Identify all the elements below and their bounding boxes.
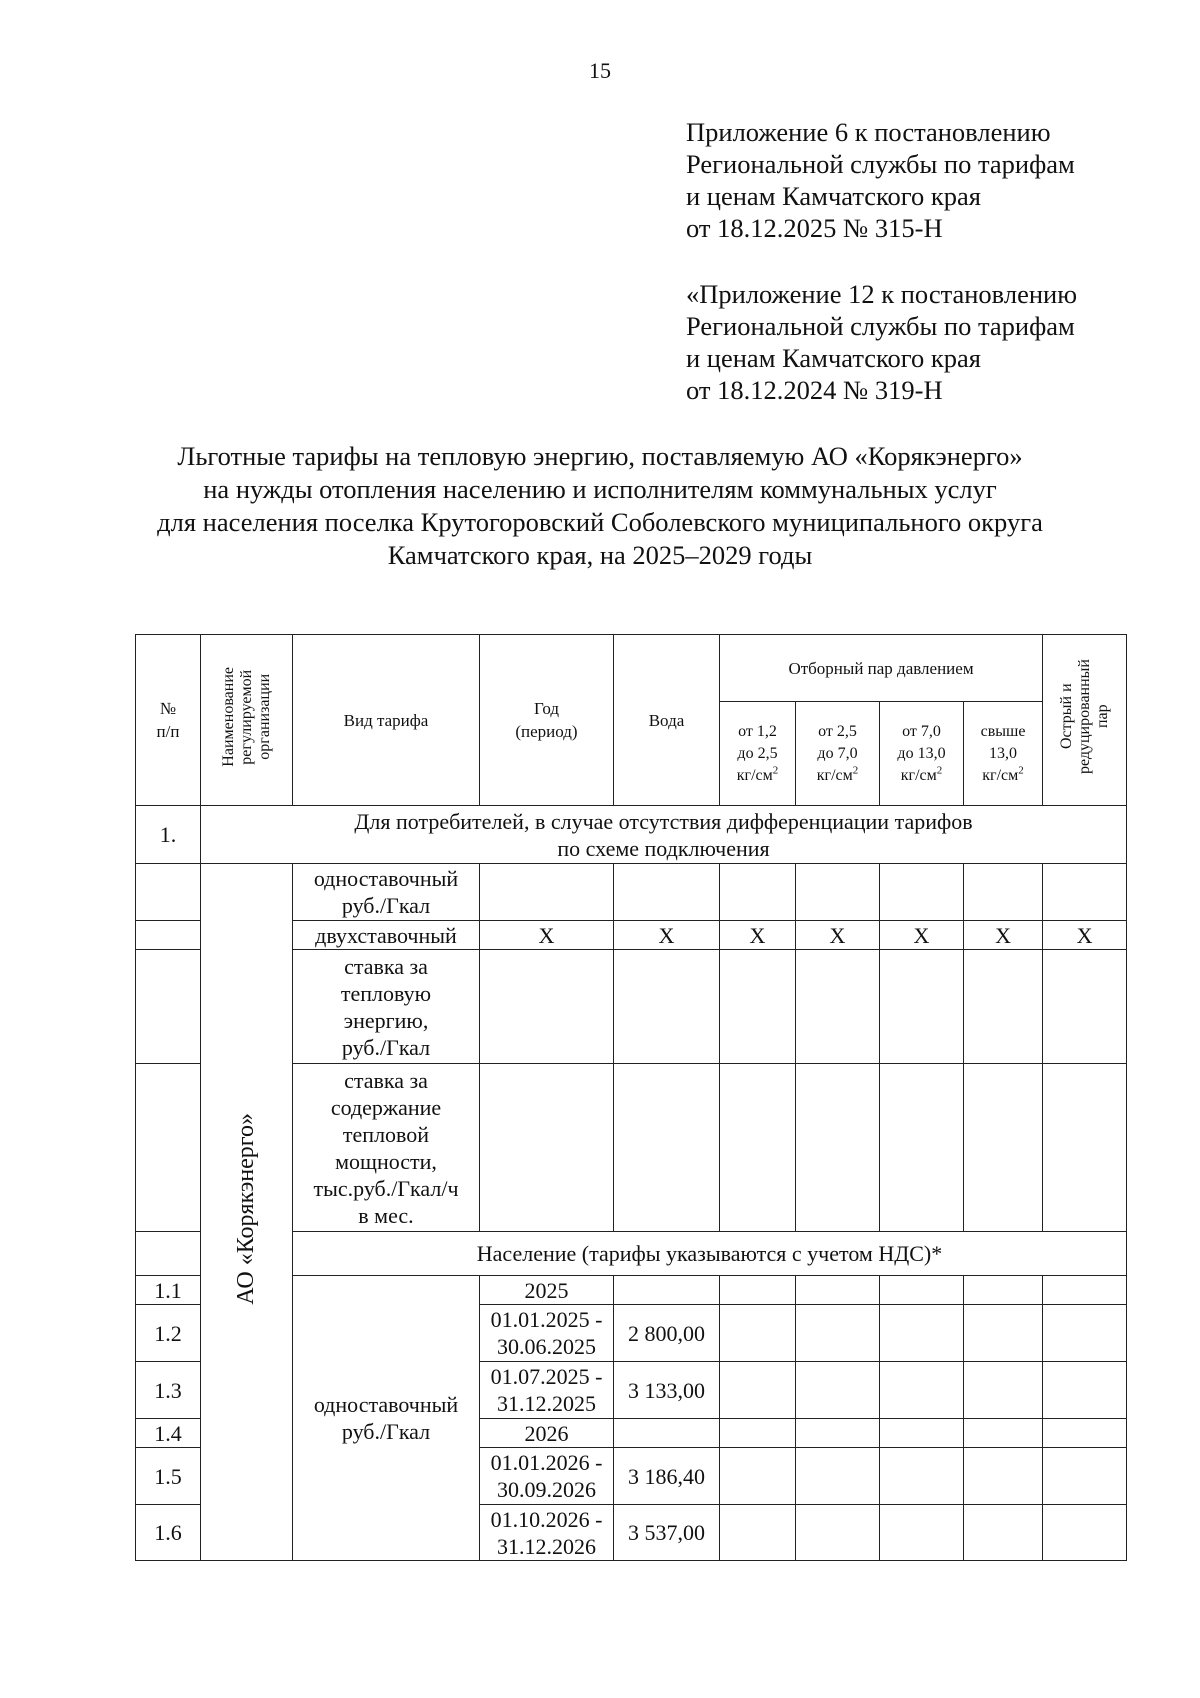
cell [480, 1064, 614, 1232]
period-cell: 2025 [480, 1276, 614, 1305]
cell [964, 950, 1043, 1064]
cell [614, 864, 720, 921]
cell [796, 1419, 880, 1448]
period-cell: 2026 [480, 1419, 614, 1448]
cell [880, 1064, 964, 1232]
water-cell [614, 1276, 720, 1305]
cell [880, 1362, 964, 1419]
row-tariff: ставка за содержание тепловой мощности, тыс.руб./Гкал/ч в мес. [293, 1064, 480, 1232]
water-cell: 3 133,00 [614, 1362, 720, 1419]
cell [1043, 1505, 1127, 1561]
cell [720, 864, 796, 921]
water-cell [614, 1419, 720, 1448]
cell [964, 1305, 1043, 1362]
mark-cell: Х [480, 921, 614, 950]
org-name: АО «Корякэнерго» [233, 1113, 259, 1305]
header-steam-1-sup: 2 [772, 764, 779, 777]
title-line: для населения поселка Крутогоровский Соболевского муниципального округа [157, 507, 1043, 537]
section-num: 1. [136, 806, 201, 864]
water-cell: 2 800,00 [614, 1305, 720, 1362]
cell [720, 950, 796, 1064]
row-num [136, 864, 201, 921]
row-num: 1.2 [136, 1305, 201, 1362]
appendix-current-header [686, 116, 1075, 244]
header-steam-1-label: от 1,2 до 2,5 кг/см [736, 722, 778, 784]
row-num [136, 1232, 201, 1276]
water-cell: 3 186,40 [614, 1448, 720, 1505]
cell [1043, 864, 1127, 921]
period-cell: 01.07.2025 - 31.12.2025 [480, 1362, 614, 1419]
header-num: № п/п [136, 635, 201, 806]
mark-cell: Х [964, 921, 1043, 950]
period-cell: 01.01.2026 - 30.09.2026 [480, 1448, 614, 1505]
row-num: 1.3 [136, 1362, 201, 1419]
cell [720, 1362, 796, 1419]
appendix-line: и ценам Камчатского края [686, 343, 981, 373]
cell [796, 1276, 880, 1305]
row-num: 1.6 [136, 1505, 201, 1561]
title-line: на нужды отопления населению и исполнителям коммунальных услуг [203, 474, 997, 504]
cell [880, 1419, 964, 1448]
cell [1043, 950, 1127, 1064]
mark-cell: Х [720, 921, 796, 950]
row-num [136, 1064, 201, 1232]
cell [480, 950, 614, 1064]
cell [720, 1448, 796, 1505]
cell [796, 1064, 880, 1232]
org-name-cell [201, 864, 293, 1561]
cell [796, 864, 880, 921]
page-number: 15 [589, 58, 611, 83]
cell [796, 1448, 880, 1505]
mark-cell: Х [614, 921, 720, 950]
cell [880, 1305, 964, 1362]
cell [880, 864, 964, 921]
header-steam-4-label: свыше 13,0 кг/см [980, 722, 1026, 784]
header-steam-3-label: от 7,0 до 13,0 кг/см [897, 722, 946, 784]
cell [614, 1064, 720, 1232]
cell [796, 1505, 880, 1561]
header-steam-3 [880, 702, 964, 806]
header-tariff-type: Вид тарифа [293, 635, 480, 806]
header-sharp-steam [1043, 635, 1127, 806]
cell [796, 1305, 880, 1362]
header-steam-2 [796, 702, 880, 806]
appendix-line: и ценам Камчатского края [686, 181, 981, 211]
cell [1043, 1362, 1127, 1419]
row-tariff: одноставочный руб./Гкал [293, 864, 480, 921]
row-num: 1.1 [136, 1276, 201, 1305]
cell [720, 1305, 796, 1362]
cell [880, 1276, 964, 1305]
cell [1043, 1419, 1127, 1448]
water-cell: 3 537,00 [614, 1505, 720, 1561]
appendix-line: «Приложение 12 к постановлению [686, 279, 1077, 309]
header-steam-2-sup: 2 [852, 764, 859, 777]
header-water: Вода [614, 635, 720, 806]
cell [880, 1505, 964, 1561]
header-steam-4 [964, 702, 1043, 806]
appendix-line: от 18.12.2025 № 315-Н [686, 213, 943, 243]
header-steam-2-label: от 2,5 до 7,0 кг/см [816, 722, 858, 784]
header-year: Год (период) [480, 635, 614, 806]
title-line: Льготные тарифы на тепловую энергию, поставляемую АО «Корякэнерго» [177, 441, 1023, 471]
cell [614, 950, 720, 1064]
header-sharp-steam-label: Острый и редуцированный пар [1057, 659, 1111, 775]
title-line: Камчатского края, на 2025–2029 годы [387, 540, 813, 570]
mark-cell: Х [796, 921, 880, 950]
header-org [201, 635, 293, 806]
cell [964, 1362, 1043, 1419]
cell [1043, 1448, 1127, 1505]
row-tariff: двухставочный [293, 921, 480, 950]
cell [720, 1276, 796, 1305]
population-label: Население (тарифы указываются с учетом НДС)* [293, 1232, 1127, 1276]
appendix-original-header [686, 278, 1077, 406]
row-tariff: ставка за тепловую энергию, руб./Гкал [293, 950, 480, 1064]
appendix-line: Региональной службы по тарифам [686, 311, 1075, 341]
cell [964, 1448, 1043, 1505]
appendix-line: Приложение 6 к постановлению [686, 117, 1051, 147]
cell [964, 1276, 1043, 1305]
cell [720, 1419, 796, 1448]
appendix-line: Региональной службы по тарифам [686, 149, 1075, 179]
cell [880, 950, 964, 1064]
cell [796, 1362, 880, 1419]
row-num: 1.5 [136, 1448, 201, 1505]
header-steam-1 [720, 702, 796, 806]
cell [964, 1419, 1043, 1448]
appendix-line: от 18.12.2024 № 319-Н [686, 375, 943, 405]
cell [796, 950, 880, 1064]
cell [964, 864, 1043, 921]
header-org-label: Наименование регулируемой организации [219, 667, 273, 767]
cell [720, 1505, 796, 1561]
header-steam-group: Отборный пар давлением [720, 635, 1043, 702]
mark-cell: Х [880, 921, 964, 950]
cell [1043, 1064, 1127, 1232]
cell [720, 1064, 796, 1232]
cell [964, 1505, 1043, 1561]
header-steam-4-sup: 2 [1018, 764, 1024, 777]
population-tariff: одноставочный руб./Гкал [293, 1276, 480, 1561]
cell [964, 1064, 1043, 1232]
cell [480, 864, 614, 921]
section-label: Для потребителей, в случае отсутствия дифференциации тарифов по схеме подключения [201, 806, 1127, 864]
cell [880, 1448, 964, 1505]
mark-cell: Х [1043, 921, 1127, 950]
period-cell: 01.01.2025 - 30.06.2025 [480, 1305, 614, 1362]
row-num: 1.4 [136, 1419, 201, 1448]
header-steam-3-sup: 2 [936, 764, 943, 777]
cell [1043, 1276, 1127, 1305]
row-num [136, 950, 201, 1064]
cell [1043, 1305, 1127, 1362]
tariff-table [135, 634, 1127, 1561]
row-num [136, 921, 201, 950]
period-cell: 01.10.2026 - 31.12.2026 [480, 1505, 614, 1561]
document-title [0, 440, 1200, 572]
